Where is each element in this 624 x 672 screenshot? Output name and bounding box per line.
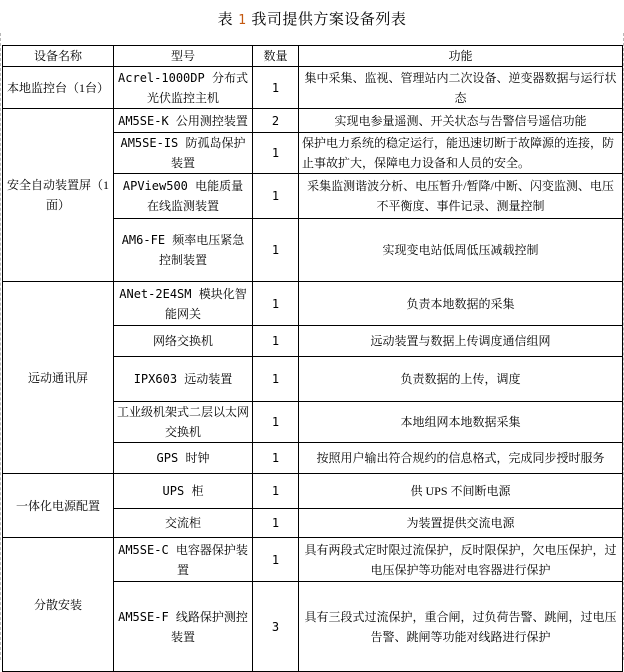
function-cell: 实现变电站低周低压减载控制 [299,219,623,282]
quantity-cell: 1 [253,402,299,443]
header-model: 型号 [114,46,253,67]
model-cell: APView500 电能质量在线监测装置 [114,174,253,219]
model-cell: AM5SE-IS 防孤岛保护装置 [114,133,253,174]
function-cell: 采集监测谐波分析、电压暂升/暂降/中断、闪变监测、电压不平衡度、事件记录、测量控制 [299,174,623,219]
quantity-cell: 1 [253,133,299,174]
header-device-name: 设备名称 [3,46,114,67]
model-cell: AM5SE-K 公用测控装置 [114,109,253,133]
model-cell: ANet-2E4SM 模块化智能网关 [114,282,253,326]
function-cell: 保护电力系统的稳定运行，能迅速切断于故障源的连接，防止事故扩大，保障电力设备和人员的安全。 [299,133,623,174]
model-cell: AM5SE-F 线路保护测控装置 [114,582,253,672]
quantity-cell: 1 [253,509,299,538]
table-header-row [3,46,623,67]
group-name-cell: 远动通讯屏 [3,282,114,474]
function-cell: 远动装置与数据上传调度通信组网 [299,326,623,357]
quantity-cell: 1 [253,67,299,109]
quantity-cell: 1 [253,174,299,219]
group-name-cell: 安全自动装置屏（1面） [3,109,114,282]
quantity-cell: 1 [253,282,299,326]
table-row [3,538,623,582]
model-cell: AM5SE-C 电容器保护装置 [114,538,253,582]
equipment-table [2,45,623,672]
quantity-cell: 1 [253,538,299,582]
function-cell: 集中采集、监视、管理站内二次设备、逆变器数据与运行状态 [299,67,623,109]
table-caption-suffix: 我司提供方案设备列表 [251,12,407,28]
quantity-cell: 2 [253,109,299,133]
model-cell: UPS 柜 [114,474,253,509]
table-caption-prefix: 表 [217,12,234,28]
function-cell: 实现电参量遥测、开关状态与告警信号遥信功能 [299,109,623,133]
quantity-cell: 1 [253,326,299,357]
quantity-cell: 1 [253,474,299,509]
model-cell: 网络交换机 [114,326,253,357]
group-name-cell: 一体化电源配置 [3,474,114,538]
quantity-cell: 3 [253,582,299,672]
quantity-cell: 1 [253,219,299,282]
model-cell: GPS 时钟 [114,443,253,474]
header-quantity: 数量 [253,46,299,67]
page-boundary-left [0,33,1,660]
quantity-cell: 1 [253,443,299,474]
function-cell: 负责本地数据的采集 [299,282,623,326]
model-cell: AM6-FE 频率电压紧急控制装置 [114,219,253,282]
function-cell: 为装置提供交流电源 [299,509,623,538]
model-cell: Acrel-1000DP 分布式光伏监控主机 [114,67,253,109]
function-cell: 供 UPS 不间断电源 [299,474,623,509]
header-function: 功能 [299,46,623,67]
quantity-cell: 1 [253,357,299,402]
function-cell: 负责数据的上传，调度 [299,357,623,402]
table-row [3,474,623,509]
table-row [3,67,623,109]
model-cell: 交流柜 [114,509,253,538]
table-caption-number: 1 [238,13,247,28]
function-cell: 本地组网本地数据采集 [299,402,623,443]
function-cell: 具有三段式过流保护，重合闸，过负荷告警、跳闸，过电压告警、跳闸等功能对线路进行保护 [299,582,623,672]
table-caption [0,0,624,45]
table-row [3,109,623,133]
table-row [3,282,623,326]
model-cell: 工业级机架式二层以太网交换机 [114,402,253,443]
function-cell: 按照用户输出符合规约的信息格式，完成同步授时服务 [299,443,623,474]
model-cell: IPX603 远动装置 [114,357,253,402]
function-cell: 具有两段式定时限过流保护，反时限保护，欠电压保护，过电压保护等功能对电容器进行保护 [299,538,623,582]
group-name-cell: 本地监控台（1台） [3,67,114,109]
group-name-cell: 分散安装 [3,538,114,672]
